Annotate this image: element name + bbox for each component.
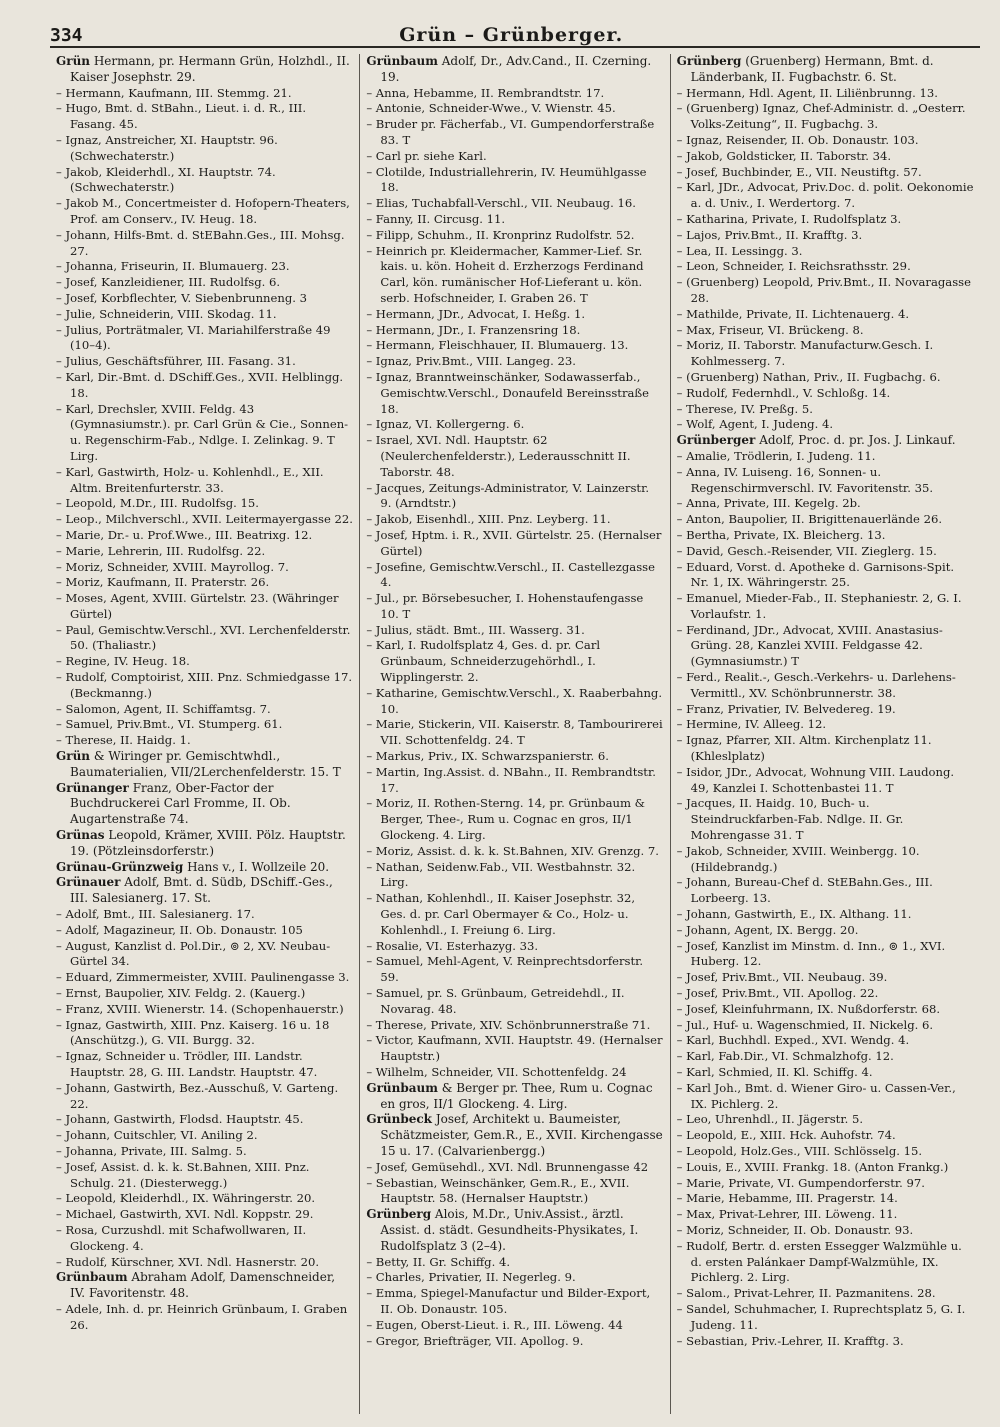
directory-entry: – Paul, Gemischtw.Verschl., XVI. Lerchenfelderstr. 50. (Thaliastr.) bbox=[56, 622, 351, 653]
directory-entry: – Charles, Privatier, II. Negerleg. 9. bbox=[366, 1270, 576, 1285]
directory-entry: – Jul., pr. Börsebesucher, I. Hohenstaufengasse 10. T bbox=[366, 591, 644, 621]
directory-entry: Grünanger Franz, Ober-Factor der Buchdruckerei Carl Fromme, II. Ob. Augartenstraße 74. bbox=[56, 780, 291, 827]
directory-entry: – Jakob, Eisenhdl., XIII. Pnz. Leyberg. 11. bbox=[366, 512, 611, 527]
directory-entry: – Josef, Buchbinder, E., VII. Neustiftg. 57. bbox=[676, 164, 922, 179]
directory-entry: – Franz, Privatier, IV. Belvedereg. 19. bbox=[676, 701, 896, 716]
directory-entry: – Ignaz, Gastwirth, XIII. Pnz. Kaiserg. 16 u. 18 (Anschützg.), G. VII. Burgg. 32. bbox=[56, 1017, 330, 1048]
directory-entry: – Karl, Drechsler, XVIII. Feldg. 43 (Gymnasiumstr.). pr. Carl Grün & Cie., Sonnen- u. Regenschirm-Fab., Ndlge. I. Zelinkag. 9. T Lirg. bbox=[56, 401, 349, 463]
directory-entry: – Ignaz, Pfarrer, XII. Altm. Kirchenplatz 11. (Khleslplatz) bbox=[676, 733, 932, 764]
directory-entry: – Johanna, Private, III. Salmg. 5. bbox=[56, 1143, 247, 1158]
directory-entry: – Lajos, Priv.Bmt., II. Krafftg. 3. bbox=[676, 227, 863, 242]
directory-entry: – Moriz, Schneider, II. Ob. Donaustr. 93. bbox=[676, 1222, 914, 1237]
directory-entry: – Leopold, E., XIII. Hck. Auhofstr. 74. bbox=[676, 1128, 896, 1143]
entry-surname: Grünanger bbox=[56, 780, 129, 795]
directory-entry: – Anna, IV. Luiseng. 16, Sonnen- u. Regenschirmverschl. IV. Favoritenstr. 35. bbox=[676, 464, 934, 495]
directory-entry: – Marie, Dr.- u. Prof.Wwe., III. Beatrixg. 12. bbox=[56, 527, 313, 542]
directory-entry: – Hermann, Hdl. Agent, II. Liliënbrunng. 13. bbox=[676, 85, 938, 100]
directory-entry: – Ferdinand, JDr., Advocat, XVIII. Anastasius-Grüng. 28, Kanzlei XVIII. Feldgasse 42. (Gymnasiumstr.) T bbox=[676, 622, 943, 669]
directory-entry: – Leop., Milchverschl., XVII. Leitermayergasse 22. bbox=[56, 512, 353, 527]
entry-surname: Grünberger bbox=[676, 433, 756, 448]
directory-entry: – Karl, Schmied, II. Kl. Schiffg. 4. bbox=[676, 1065, 873, 1079]
directory-entry: – Victor, Kaufmann, XVII. Hauptstr. 49. (Hernalser Hauptstr.) bbox=[366, 1033, 663, 1064]
directory-entry: – Johann, Agent, IX. Bergg. 20. bbox=[676, 922, 859, 937]
directory-entry: – Rudolf, Kürschner, XVI. Ndl. Hasnerstr. 20. bbox=[56, 1254, 320, 1269]
directory-entry: – Sebastian, Priv.-Lehrer, II. Krafftg. 3. bbox=[676, 1333, 904, 1348]
directory-entry: – Eugen, Oberst-Lieut. i. R., III. Löweng. 44 bbox=[366, 1317, 623, 1332]
directory-entry: – Marie, Hebamme, III. Pragerstr. 14. bbox=[676, 1191, 898, 1206]
directory-entry: – Marie, Stickerin, VII. Kaiserstr. 8, Tambourirerei VII. Schottenfeldg. 24. T bbox=[366, 717, 663, 748]
directory-entry: – Hermann, JDr., Advocat, I. Heßg. 1. bbox=[366, 306, 586, 321]
directory-entry: – Josef, Assist. d. k. k. St.Bahnen, XIII. Pnz. Schulg. 21. (Diesterwegg.) bbox=[56, 1159, 310, 1190]
directory-entry: – Sandel, Schuhmacher, I. Ruprechtsplatz 5, G. I. Judeng. 11. bbox=[676, 1301, 966, 1332]
directory-entry: – Johann, Gastwirth, Flodsd. Hauptstr. 45. bbox=[56, 1112, 304, 1127]
directory-entry: – Moriz, Schneider, XVIII. Mayrollog. 7. bbox=[56, 559, 289, 574]
entry-surname: Grünbaum bbox=[366, 1080, 438, 1095]
directory-entry: – Karl, Fab.Dir., VI. Schmalzhofg. 12. bbox=[676, 1049, 894, 1064]
directory-entry: – Moses, Agent, XVIII. Gürtelstr. 23. (Währinger Gürtel) bbox=[56, 591, 339, 621]
directory-entry: – Johann, Bureau-Chef d. StEBahn.Ges., III. Lorbeerg. 13. bbox=[676, 875, 933, 906]
directory-entry: – Ferd., Realit.-, Gesch.-Verkehrs- u. Darlehens-Vermittl., XV. Schönbrunnerstr. 38. bbox=[676, 670, 956, 700]
directory-entry: – Jakob, Goldsticker, II. Taborstr. 34. bbox=[676, 148, 892, 163]
directory-entry: – Israel, XVI. Ndl. Hauptstr. 62 (Neulerchenfelderstr.), Lederausschnitt II. Taborstr. 48. bbox=[366, 433, 631, 479]
directory-entry: – Max, Privat-Lehrer, III. Löweng. 11. bbox=[676, 1207, 898, 1222]
directory-entry: – Ignaz, Anstreicher, XI. Hauptstr. 96. (Schwechaterstr.) bbox=[56, 132, 278, 163]
directory-entry: – Jul., Huf- u. Wagenschmied, II. Nickelg. 6. bbox=[676, 1017, 934, 1032]
directory-entry: – Gregor, Briefträger, VII. Apollog. 9. bbox=[366, 1333, 584, 1348]
directory-entry: – Eduard, Zimmermeister, XVIII. Paulinengasse 3. bbox=[56, 970, 350, 985]
directory-entry: – Marie, Lehrerin, III. Rudolfsg. 22. bbox=[56, 543, 266, 558]
directory-entry: – Leopold, Kleiderhdl., IX. Währingerstr. 20. bbox=[56, 1191, 316, 1206]
directory-entry: – Moriz, Kaufmann, II. Praterstr. 26. bbox=[56, 575, 270, 590]
directory-entry: – Heinrich pr. Kleidermacher, Kammer-Lief. Sr. kais. u. kön. Hoheit d. Erzherzogs Ferdinand Carl, kön. rumänischer Hof-Lieferant u. kön. serb. Hofschneider, I. Graben 26. T bbox=[366, 243, 644, 305]
directory-entry: – Josef, Kanzlist im Minstm. d. Inn., ⊚ 1., XVI. Huberg. 12. bbox=[676, 938, 946, 969]
entry-surname: Grünberg bbox=[366, 1207, 432, 1222]
directory-entry: – Katharina, Private, I. Rudolfsplatz 3. bbox=[676, 211, 902, 226]
directory-entry: – Carl pr. siehe Karl. bbox=[366, 148, 487, 163]
directory-entry: – Antonie, Schneider-Wwe., V. Wienstr. 45. bbox=[366, 101, 616, 116]
directory-entry: – Adolf, Bmt., III. Salesianerg. 17. bbox=[56, 907, 255, 922]
directory-entry: – Anna, Private, III. Kegelg. 2b. bbox=[676, 496, 861, 511]
directory-entry: – Julius, städt. Bmt., III. Wasserg. 31. bbox=[366, 622, 585, 637]
directory-entry: – Johann, Gastwirth, E., IX. Althang. 11. bbox=[676, 907, 912, 922]
directory-entry: – Julius, Porträtmaler, VI. Mariahilferstraße 49 (10–4). bbox=[56, 322, 331, 353]
directory-entry: Grünauer Adolf, Bmt. d. Südb, DSchiff.-Ges., III. Salesianerg. 17. St. bbox=[56, 875, 333, 906]
directory-entry: Grünbaum Adolf, Dr., Adv.Cand., II. Czerning. 19. bbox=[366, 54, 652, 84]
column-1 bbox=[50, 54, 360, 1414]
directory-entry: – Bruder pr. Fächerfab., VI. Gumpendorferstraße 83. T bbox=[366, 117, 655, 147]
directory-entry: – Betty, II. Gr. Schiffg. 4. bbox=[366, 1254, 511, 1269]
directory-entry: – Emma, Spiegel-Manufactur und Bilder-Export, II. Ob. Donaustr. 105. bbox=[366, 1286, 651, 1316]
directory-entry: – Regine, IV. Heug. 18. bbox=[56, 654, 190, 669]
directory-entry: – Karl, JDr., Advocat, Priv.Doc. d. polit. Oekonomie a. d. Univ., I. Werdertorg. 7. bbox=[676, 180, 974, 211]
directory-entry: – Ignaz, VI. Kollergerng. 6. bbox=[366, 417, 525, 432]
directory-entry: – Therese, Private, XIV. Schönbrunnerstraße 71. bbox=[366, 1017, 651, 1032]
directory-entry: – Therese, IV. Preßg. 5. bbox=[676, 401, 813, 416]
directory-entry: – Adolf, Magazineur, II. Ob. Donaustr. 105 bbox=[56, 922, 303, 937]
directory-entry: – August, Kanzlist d. Pol.Dir., ⊚ 2, XV. Neubau-Gürtel 34. bbox=[56, 938, 331, 969]
directory-entry: – Ignaz, Schneider u. Trödler, III. Landstr. Hauptstr. 28, G. III. Landstr. Hauptstr. 47. bbox=[56, 1049, 318, 1079]
directory-entry: – Jacques, II. Haidg. 10, Buch- u. Steindruckfarben-Fab. Ndlge. II. Gr. Mohrengasse 31. T bbox=[676, 796, 904, 843]
directory-entry: – Karl Joh., Bmt. d. Wiener Giro- u. Cassen-Ver., IX. Pichlerg. 2. bbox=[676, 1080, 956, 1111]
directory-entry: – Johann, Hilfs-Bmt. d. StEBahn.Ges., III. Mohsg. 27. bbox=[56, 227, 345, 258]
directory-entry: – Lea, II. Lessingg. 3. bbox=[676, 243, 803, 258]
directory-entry: – Rudolf, Bertr. d. ersten Essegger Walzmühle u. d. ersten Palánkaer Dampf-Walzmühle, IX. Pichlerg. 2. Lirg. bbox=[676, 1238, 962, 1285]
directory-entry: – Jakob, Kleiderhdl., XI. Hauptstr. 74. (Schwechaterstr.) bbox=[56, 164, 276, 195]
directory-entry: – (Gruenberg) Nathan, Priv., II. Fugbachg. 6. bbox=[676, 369, 941, 384]
directory-entry: Grünberg Alois, M.Dr., Univ.Assist., ärztl. Assist. d. städt. Gesundheits-Physikates, I. Rudolfsplatz 3 (2–4). bbox=[366, 1207, 639, 1253]
directory-entry: – Nathan, Seidenw.Fab., VII. Westbahnstr. 32. Lirg. bbox=[366, 859, 636, 890]
directory-entry: – Ignaz, Branntweinschänker, Sodawasserfab., Gemischtw.Verschl., Donaufeld Bereinsstraße 18. bbox=[366, 369, 650, 416]
directory-entry: – Johann, Cuitschler, VI. Aniling 2. bbox=[56, 1128, 258, 1143]
directory-entry: – Rosalie, VI. Esterhazyg. 33. bbox=[366, 938, 539, 953]
directory-entry: – Hermann, JDr., I. Franzensring 18. bbox=[366, 322, 581, 337]
entry-surname: Grünas bbox=[56, 828, 105, 843]
directory-entry: – Josefine, Gemischtw.Verschl., II. Castellezgasse 4. bbox=[366, 559, 655, 590]
directory-entry: – Nathan, Kohlenhdl., II. Kaiser Josephstr. 32, Ges. d. pr. Carl Obermayer & Co., Holz- u. Kohlenhdl., I. Freiung 6. Lirg. bbox=[366, 891, 636, 937]
entry-surname: Grünbaum bbox=[56, 1270, 128, 1285]
directory-entry: Grünbaum Abraham Adolf, Damenschneider, IV. Favoritenstr. 48. bbox=[56, 1270, 336, 1301]
directory-entry: – Ernst, Baupolier, XIV. Feldg. 2. (Kauerg.) bbox=[56, 986, 306, 1001]
page-header bbox=[50, 16, 980, 48]
directory-entry: – Emanuel, Mieder-Fab., II. Stephaniestr. 2, G. I. Vorlaufstr. 1. bbox=[676, 591, 962, 621]
directory-entry: – Markus, Priv., IX. Schwarzspanierstr. 6. bbox=[366, 749, 609, 764]
entry-surname: Grün bbox=[56, 54, 91, 68]
directory-entry: – Wolf, Agent, I. Judeng. 4. bbox=[676, 417, 834, 432]
directory-entry: – Katharine, Gemischtw.Verschl., X. Raaberbahng. 10. bbox=[366, 685, 663, 716]
directory-entry: – Louis, E., XVIII. Frankg. 18. (Anton Frankg.) bbox=[676, 1159, 949, 1174]
directory-entry: Grünberg (Gruenberg) Hermann, Bmt. d. Länderbank, II. Fugbachstr. 6. St. bbox=[676, 54, 934, 84]
directory-entry: – Hermann, Fleischhauer, II. Blumauerg. 13. bbox=[366, 338, 629, 353]
directory-entry: – Leo, Uhrenhdl., II. Jägerstr. 5. bbox=[676, 1112, 864, 1127]
directory-entry: Grünas Leopold, Krämer, XVIII. Pölz. Hauptstr. 19. (Pötzleinsdorferstr.) bbox=[56, 828, 346, 858]
directory-entry: – Hugo, Bmt. d. StBahn., Lieut. i. d. R., III. Fasang. 45. bbox=[56, 101, 307, 132]
directory-entry: – (Gruenberg) Ignaz, Chef-Administr. d. „Oesterr. Volks-Zeitung“, II. Fugbachg. 3. bbox=[676, 101, 966, 132]
directory-entry: – Leopold, M.Dr., III. Rudolfsg. 15. bbox=[56, 496, 259, 511]
directory-entry: – Eduard, Vorst. d. Apotheke d. Garnisons-Spit. Nr. 1, IX. Währingerstr. 25. bbox=[676, 559, 955, 590]
directory-entry: – Moriz, Assist. d. k. k. St.Bahnen, XIV. Grenzg. 7. bbox=[366, 843, 659, 858]
directory-entry: – Josef, Korbflechter, V. Siebenbrunneng. 3 bbox=[56, 290, 308, 305]
directory-entry: – Sebastian, Weinschänker, Gem.R., E., XVII. Hauptstr. 58. (Hernalser Hauptstr.) bbox=[366, 1175, 630, 1206]
directory-columns bbox=[50, 54, 980, 1414]
directory-entry: – Jacques, Zeitungs-Administrator, V. Lainzerstr. 9. (Arndtstr.) bbox=[366, 480, 650, 511]
directory-entry: – Marie, Private, VI. Gumpendorferstr. 97. bbox=[676, 1175, 925, 1190]
directory-entry: – Moriz, II. Taborstr. Manufacturw.Gesch. I. Kohlmesserg. 7. bbox=[676, 338, 934, 369]
directory-entry: – Isidor, JDr., Advocat, Wohnung VIII. Laudong. 49, Kanzlei I. Schottenbastei 11. T bbox=[676, 764, 955, 795]
directory-entry: – Josef, Gemüsehdl., XVI. Ndl. Brunnengasse 42 bbox=[366, 1159, 649, 1174]
directory-entry: – Josef, Kleinfuhrmann, IX. Nußdorferstr. 68. bbox=[676, 1001, 941, 1016]
directory-entry: Grün Hermann, pr. Hermann Grün, Holzhdl., II. Kaiser Josephstr. 29. bbox=[56, 54, 350, 84]
directory-entry: – Michael, Gastwirth, XVI. Ndl. Koppstr. 29. bbox=[56, 1207, 314, 1222]
directory-entry: – Josef, Kanzleidiener, III. Rudolfsg. 6. bbox=[56, 275, 281, 290]
directory-entry: – Ignaz, Priv.Bmt., VIII. Langeg. 23. bbox=[366, 354, 576, 369]
directory-entry: – Salomon, Agent, II. Schiffamtsg. 7. bbox=[56, 701, 271, 716]
directory-entry: – Elias, Tuchabfall-Verschl., VII. Neubaug. 16. bbox=[366, 196, 636, 211]
column-3 bbox=[671, 54, 980, 1414]
directory-entry: – Josef, Priv.Bmt., VII. Apollog. 22. bbox=[676, 986, 879, 1001]
directory-entry: – Filipp, Schuhm., II. Kronprinz Rudolfstr. 52. bbox=[366, 227, 635, 242]
directory-entry: – Samuel, Mehl-Agent, V. Reinprechtsdorferstr. 59. bbox=[366, 954, 644, 985]
entry-surname: Grün bbox=[56, 749, 91, 764]
directory-entry: Grün & Wiringer pr. Gemischtwhdl., Baumaterialien, VII/2Lerchenfelderstr. 15. T bbox=[56, 749, 341, 779]
directory-entry: – Karl, Gastwirth, Holz- u. Kohlenhdl., E., XII. Altm. Breitenfurterstr. 33. bbox=[56, 464, 324, 495]
directory-entry: – Anton, Baupolier, II. Brigittenauerlände 26. bbox=[676, 512, 943, 527]
directory-entry: Grünbeck Josef, Architekt u. Baumeister, Schätzmeister, Gem.R., E., XVII. Kirchengasse 15 u. 17. (Calvarienbergg.) bbox=[366, 1112, 663, 1158]
directory-entry: – (Gruenberg) Leopold, Priv.Bmt., II. Novaragasse 28. bbox=[676, 275, 971, 305]
directory-entry: – Hermann, Kaufmann, III. Stemmg. 21. bbox=[56, 85, 292, 100]
directory-entry: – Adele, Inh. d. pr. Heinrich Grünbaum, I. Graben 26. bbox=[56, 1301, 348, 1332]
directory-entry: – Fanny, II. Circusg. 11. bbox=[366, 211, 506, 226]
directory-entry: – Karl, Dir.-Bmt. d. DSchiff.Ges., XVII. Helblingg. 18. bbox=[56, 369, 344, 400]
running-head: Grün – Grünberger. bbox=[399, 24, 624, 46]
directory-entry: – Mathilde, Private, II. Lichtenauerg. 4. bbox=[676, 306, 910, 321]
directory-entry: – Karl, I. Rudolfsplatz 4, Ges. d. pr. Carl Grünbaum, Schneiderzugehörhdl., I. Wipplingerstr. 2. bbox=[366, 638, 601, 685]
entry-surname: Grünau-Grünzweig bbox=[56, 859, 184, 874]
directory-entry: – David, Gesch.-Reisender, VII. Zieglerg. 15. bbox=[676, 543, 937, 558]
directory-entry: – Julius, Geschäftsführer, III. Fasang. 31. bbox=[56, 354, 296, 369]
directory-entry: Grünbaum & Berger pr. Thee, Rum u. Cognac en gros, II/1 Glockeng. 4. Lirg. bbox=[366, 1080, 653, 1111]
entry-surname: Grünauer bbox=[56, 875, 121, 890]
directory-entry: – Josef, Hptm. i. R., XVII. Gürtelstr. 25. (Hernalser Gürtel) bbox=[366, 527, 662, 558]
directory-entry: – Samuel, Priv.Bmt., VI. Stumperg. 61. bbox=[56, 717, 283, 732]
directory-entry: – Therese, II. Haidg. 1. bbox=[56, 733, 191, 748]
directory-entry: Grünberger Adolf, Proc. d. pr. Jos. J. Linkauf. bbox=[676, 433, 956, 448]
directory-entry: – Julie, Schneiderin, VIII. Skodag. 11. bbox=[56, 306, 277, 321]
directory-entry: – Jakob, Schneider, XVIII. Weinbergg. 10. (Hildebrandg.) bbox=[676, 843, 920, 874]
directory-entry: – Karl, Buchhdl. Exped., XVI. Wendg. 4. bbox=[676, 1033, 910, 1048]
page-number: 334 bbox=[50, 25, 83, 46]
directory-entry: – Josef, Priv.Bmt., VII. Neubaug. 39. bbox=[676, 970, 888, 985]
directory-entry: – Bertha, Private, IX. Bleicherg. 13. bbox=[676, 527, 886, 542]
entry-surname: Grünbaum bbox=[366, 54, 438, 68]
directory-entry: – Rosa, Curzushdl. mit Schafwollwaren, II. Glockeng. 4. bbox=[56, 1222, 307, 1253]
directory-entry: – Anna, Hebamme, II. Rembrandtstr. 17. bbox=[366, 85, 605, 100]
directory-entry: – Salom., Privat-Lehrer, II. Pazmanitens. 28. bbox=[676, 1286, 936, 1301]
entry-surname: Grünbeck bbox=[366, 1112, 432, 1127]
directory-entry: – Clotilde, Industriallehrerin, IV. Heumühlgasse 18. bbox=[366, 164, 647, 195]
directory-entry: – Martin, Ing.Assist. d. NBahn., II. Rembrandtstr. 17. bbox=[366, 764, 656, 795]
directory-entry: – Rudolf, Federnhdl., V. Schloßg. 14. bbox=[676, 385, 891, 400]
directory-entry: – Franz, XVIII. Wienerstr. 14. (Schopenhauerstr.) bbox=[56, 1001, 344, 1016]
entry-surname: Grünberg bbox=[676, 54, 742, 68]
column-2 bbox=[360, 54, 670, 1414]
directory-entry: – Samuel, pr. S. Grünbaum, Getreidehdl., II. Novarag. 48. bbox=[366, 986, 625, 1016]
directory-entry: – Wilhelm, Schneider, VII. Schottenfeldg. 24 bbox=[366, 1065, 627, 1079]
directory-entry: – Leopold, Holz.Ges., VIII. Schlösselg. 15. bbox=[676, 1143, 923, 1158]
directory-entry: – Rudolf, Comptoirist, XIII. Pnz. Schmiedgasse 17. (Beckmanng.) bbox=[56, 670, 353, 700]
directory-entry: Grünau-Grünzweig Hans v., I. Wollzeile 20. bbox=[56, 859, 330, 874]
directory-entry: – Leon, Schneider, I. Reichsrathsstr. 29. bbox=[676, 259, 911, 274]
directory-entry: – Moriz, II. Rothen-Sterng. 14, pr. Grünbaum & Berger, Thee-, Rum u. Cognac en gros, II/1 Glockeng. 4. Lirg. bbox=[366, 796, 645, 843]
directory-entry: – Jakob M., Concertmeister d. Hofopern-Theaters, Prof. am Conserv., IV. Heug. 18. bbox=[56, 196, 350, 226]
directory-entry: – Max, Friseur, VI. Brückeng. 8. bbox=[676, 322, 864, 337]
directory-entry: – Ignaz, Reisender, II. Ob. Donaustr. 103. bbox=[676, 132, 919, 147]
directory-entry: – Hermine, IV. Alleeg. 12. bbox=[676, 717, 827, 732]
directory-entry: – Johanna, Friseurin, II. Blumauerg. 23. bbox=[56, 259, 290, 274]
directory-entry: – Johann, Gastwirth, Bez.-Ausschuß, V. Garteng. 22. bbox=[56, 1080, 339, 1111]
directory-entry: – Amalie, Trödlerin, I. Judeng. 11. bbox=[676, 448, 876, 463]
